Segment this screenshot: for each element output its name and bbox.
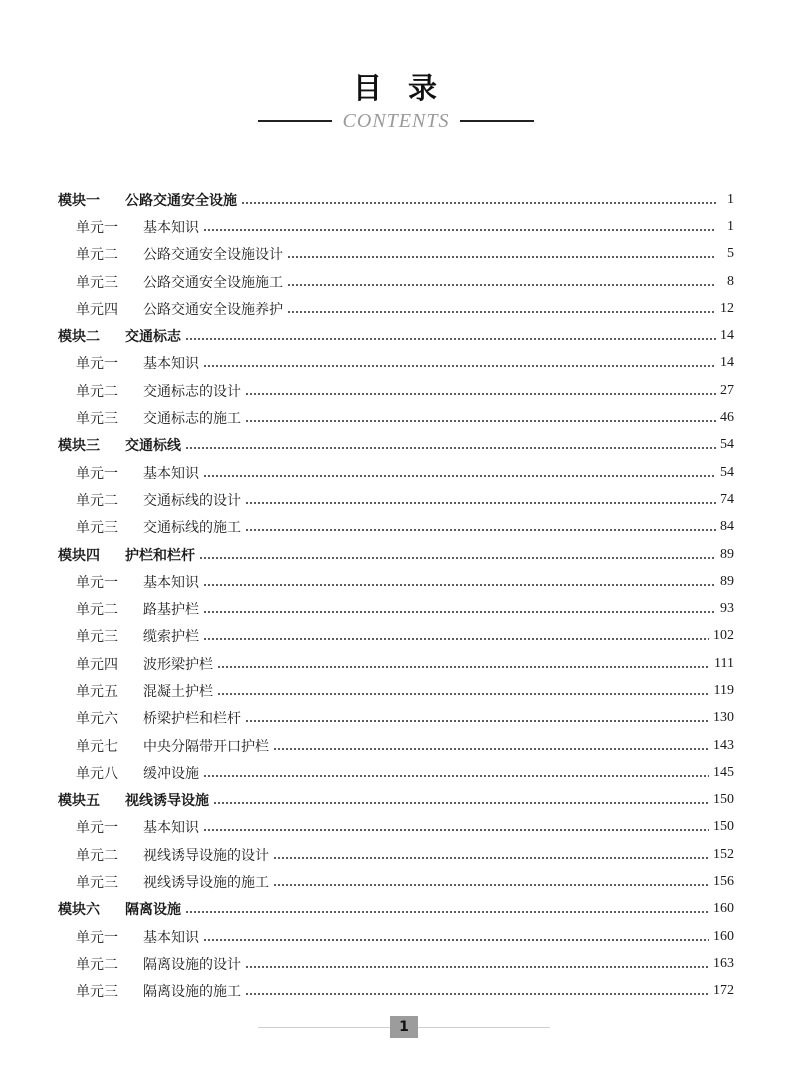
toc-entry-page: 160	[713, 928, 734, 944]
toc-entry-title: 交通标线	[125, 438, 181, 455]
subtitle-right-rule	[460, 120, 534, 122]
dot-leader	[245, 393, 716, 395]
toc-unit-entry[interactable]	[58, 978, 734, 1005]
dot-leader	[203, 638, 709, 640]
toc-entry-title: 缓冲设施	[143, 765, 199, 782]
toc-entry-page: 172	[713, 983, 734, 999]
toc-entry-number: 单元六	[76, 711, 118, 728]
toc-entry-title: 公路交通安全设施施工	[143, 274, 283, 291]
toc-entry-title: 隔离设施的设计	[143, 956, 241, 973]
toc-entry-number: 单元四	[76, 301, 118, 318]
dot-leader	[273, 748, 709, 750]
toc-entry-title: 交通标志	[125, 329, 181, 346]
toc-entry-title: 公路交通安全设施	[125, 192, 237, 209]
toc-entry-number: 模块四	[58, 547, 100, 564]
toc-entry-number: 单元七	[76, 738, 118, 755]
toc-unit-entry[interactable]	[58, 950, 734, 977]
dot-leader	[245, 720, 709, 722]
toc-module-entry[interactable]	[58, 322, 734, 349]
toc-entry-title: 交通标线的施工	[143, 520, 241, 537]
dot-leader	[203, 475, 716, 477]
toc-entry-page: 145	[713, 764, 734, 780]
dot-leader	[185, 338, 716, 340]
toc-entry-number: 单元三	[76, 875, 118, 892]
toc-entry-page: 1	[727, 218, 734, 234]
toc-unit-entry[interactable]	[58, 841, 734, 868]
toc-unit-entry[interactable]	[58, 350, 734, 377]
footer	[258, 1016, 550, 1038]
toc-entry-number: 单元一	[76, 820, 118, 837]
toc-entry-title: 视线诱导设施	[125, 793, 209, 810]
dot-leader	[185, 911, 709, 913]
toc-unit-entry[interactable]	[58, 568, 734, 595]
toc-unit-entry[interactable]	[58, 650, 734, 677]
toc-entry-number: 单元五	[76, 683, 118, 700]
toc-unit-entry[interactable]	[58, 923, 734, 950]
toc-unit-entry[interactable]	[58, 295, 734, 322]
toc-entry-number: 单元三	[76, 274, 118, 291]
footer-left-rule	[258, 1027, 390, 1028]
toc-entry-number: 单元四	[76, 656, 118, 673]
dot-leader	[203, 939, 709, 941]
toc-entry-title: 公路交通安全设施设计	[143, 247, 283, 264]
page-number: 1	[390, 1016, 418, 1038]
toc-entry-page: 89	[720, 546, 734, 562]
dot-leader	[245, 502, 716, 504]
toc-entry-number: 单元一	[76, 574, 118, 591]
toc-entry-number: 模块二	[58, 329, 100, 346]
toc-entry-page: 1	[727, 191, 734, 207]
dot-leader	[185, 447, 716, 449]
toc-entry-title: 混凝土护栏	[143, 683, 213, 700]
toc-entry-title: 交通标线的设计	[143, 492, 241, 509]
dot-leader	[287, 311, 716, 313]
toc-entry-title: 路基护栏	[143, 602, 199, 619]
toc-entry-page: 74	[720, 491, 734, 507]
toc-module-entry[interactable]	[58, 186, 734, 213]
toc-unit-entry[interactable]	[58, 814, 734, 841]
toc-entry-title: 交通标志的设计	[143, 383, 241, 400]
toc-entry-page: 12	[720, 300, 734, 316]
table-of-contents	[58, 186, 734, 1005]
dot-leader	[203, 229, 716, 231]
toc-entry-title: 交通标志的施工	[143, 411, 241, 428]
dot-leader	[245, 420, 716, 422]
toc-entry-page: 163	[713, 955, 734, 971]
toc-unit-entry[interactable]	[58, 514, 734, 541]
toc-unit-entry[interactable]	[58, 241, 734, 268]
toc-entry-page: 14	[720, 328, 734, 344]
toc-entry-number: 模块一	[58, 192, 100, 209]
toc-unit-entry[interactable]	[58, 459, 734, 486]
toc-unit-entry[interactable]	[58, 404, 734, 431]
subtitle-left-rule	[258, 120, 332, 122]
dot-leader	[199, 557, 716, 559]
toc-unit-entry[interactable]	[58, 868, 734, 895]
toc-entry-page: 130	[713, 710, 734, 726]
toc-entry-title: 桥梁护栏和栏杆	[143, 711, 241, 728]
toc-unit-entry[interactable]	[58, 677, 734, 704]
toc-entry-page: 54	[720, 437, 734, 453]
toc-entry-number: 单元三	[76, 629, 118, 646]
dot-leader	[217, 693, 710, 695]
toc-entry-page: 102	[713, 628, 734, 644]
dot-leader	[203, 775, 709, 777]
dot-leader	[273, 857, 709, 859]
toc-entry-number: 单元三	[76, 411, 118, 428]
toc-entry-title: 视线诱导设施的设计	[143, 847, 269, 864]
toc-unit-entry[interactable]	[58, 213, 734, 240]
toc-unit-entry[interactable]	[58, 759, 734, 786]
toc-entry-title: 基本知识	[143, 356, 199, 373]
dot-leader	[213, 802, 709, 804]
toc-entry-number: 模块五	[58, 793, 100, 810]
dot-leader	[203, 584, 716, 586]
dot-leader	[203, 829, 709, 831]
toc-unit-entry[interactable]	[58, 377, 734, 404]
toc-entry-title: 基本知识	[143, 820, 199, 837]
toc-entry-title: 隔离设施	[125, 902, 181, 919]
dot-leader	[241, 202, 716, 204]
toc-module-entry[interactable]	[58, 541, 734, 568]
toc-entry-page: 152	[713, 846, 734, 862]
footer-right-rule	[418, 1027, 550, 1028]
toc-entry-page: 8	[727, 273, 734, 289]
toc-entry-page: 119	[713, 682, 734, 698]
toc-entry-number: 单元二	[76, 492, 118, 509]
toc-unit-entry[interactable]	[58, 486, 734, 513]
toc-entry-title: 基本知识	[143, 574, 199, 591]
dot-leader	[217, 666, 710, 668]
toc-entry-page: 156	[713, 874, 734, 890]
toc-entry-number: 单元二	[76, 383, 118, 400]
toc-module-entry[interactable]	[58, 787, 734, 814]
toc-entry-page: 5	[727, 246, 734, 262]
toc-entry-number: 单元二	[76, 847, 118, 864]
dot-leader	[203, 365, 716, 367]
page-title: 目录	[352, 71, 463, 105]
toc-entry-title: 基本知识	[143, 465, 199, 482]
toc-entry-title: 波形梁护栏	[143, 656, 213, 673]
toc-unit-entry[interactable]	[58, 268, 734, 295]
toc-entry-number: 单元二	[76, 247, 118, 264]
toc-entry-page: 54	[720, 464, 734, 480]
toc-unit-entry[interactable]	[58, 623, 734, 650]
toc-entry-title: 中央分隔带开口护栏	[143, 738, 269, 755]
toc-entry-title: 视线诱导设施的施工	[143, 875, 269, 892]
toc-entry-number: 单元三	[76, 984, 118, 1001]
dot-leader	[245, 529, 716, 531]
toc-entry-title: 护栏和栏杆	[125, 547, 195, 564]
toc-entry-page: 84	[720, 519, 734, 535]
dot-leader	[287, 284, 716, 286]
toc-entry-page: 143	[713, 737, 734, 753]
toc-entry-number: 单元八	[76, 765, 118, 782]
toc-unit-entry[interactable]	[58, 595, 734, 622]
toc-entry-page: 150	[713, 819, 734, 835]
toc-module-entry[interactable]	[58, 432, 734, 459]
toc-entry-title: 公路交通安全设施养护	[143, 301, 283, 318]
toc-entry-number: 单元一	[76, 356, 118, 373]
toc-entry-page: 111	[714, 655, 734, 671]
toc-entry-title: 缆索护栏	[143, 629, 199, 646]
dot-leader	[273, 884, 709, 886]
toc-entry-page: 14	[720, 355, 734, 371]
toc-entry-title: 隔离设施的施工	[143, 984, 241, 1001]
toc-entry-page: 150	[713, 792, 734, 808]
toc-entry-number: 单元一	[76, 465, 118, 482]
toc-entry-number: 单元二	[76, 956, 118, 973]
toc-module-entry[interactable]	[58, 896, 734, 923]
toc-entry-page: 93	[720, 601, 734, 617]
toc-entry-page: 89	[720, 573, 734, 589]
toc-entry-number: 单元二	[76, 602, 118, 619]
toc-entry-number: 单元三	[76, 520, 118, 537]
toc-unit-entry[interactable]	[58, 732, 734, 759]
page-subtitle: CONTENTS	[342, 109, 450, 132]
toc-entry-title: 基本知识	[143, 219, 199, 236]
toc-entry-number: 模块六	[58, 902, 100, 919]
dot-leader	[203, 611, 716, 613]
subtitle-row	[258, 108, 534, 134]
toc-entry-page: 46	[720, 410, 734, 426]
toc-entry-page: 27	[720, 382, 734, 398]
toc-entry-number: 模块三	[58, 438, 100, 455]
toc-entry-page: 160	[713, 901, 734, 917]
toc-entry-title: 基本知识	[143, 929, 199, 946]
dot-leader	[245, 993, 709, 995]
toc-entry-number: 单元一	[76, 929, 118, 946]
dot-leader	[245, 966, 709, 968]
toc-unit-entry[interactable]	[58, 705, 734, 732]
toc-entry-number: 单元一	[76, 219, 118, 236]
dot-leader	[287, 256, 716, 258]
